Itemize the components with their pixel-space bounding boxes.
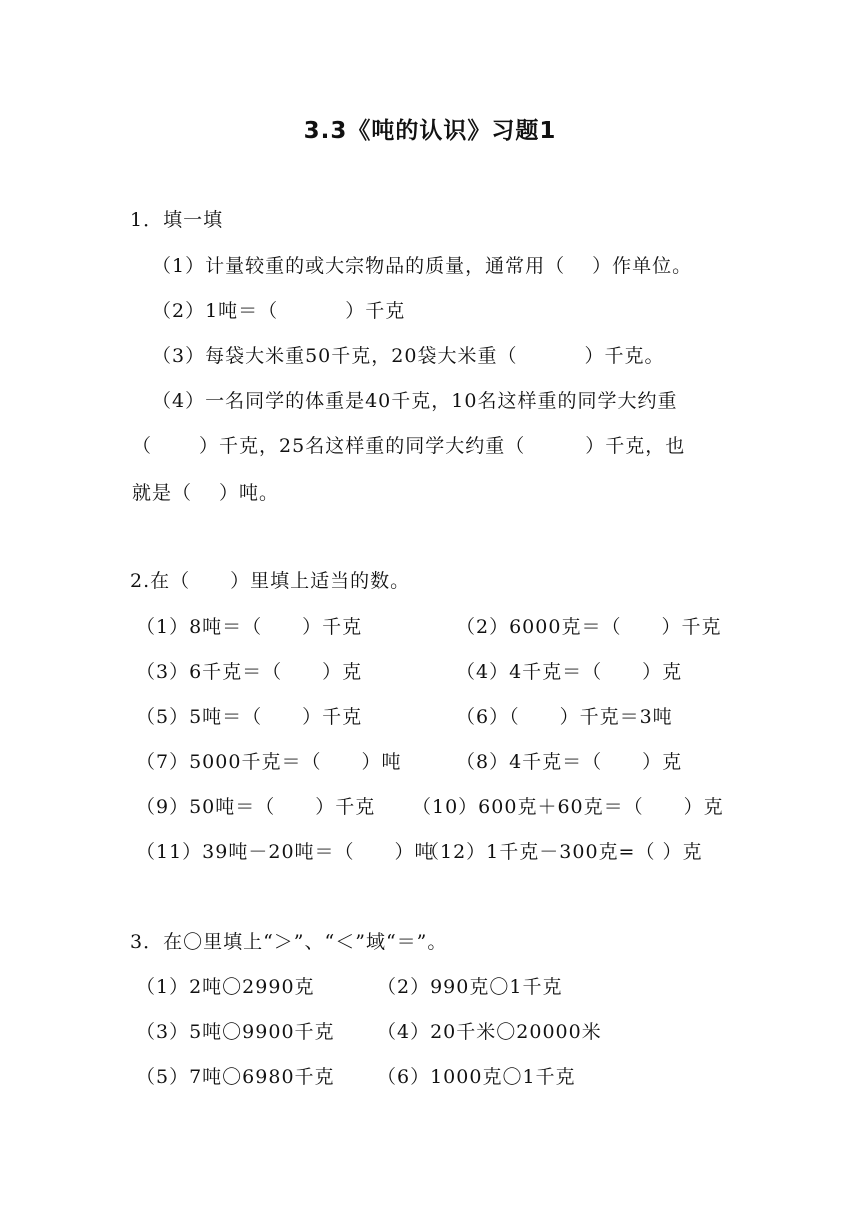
section-1-item-continued: （ ）千克，25名这样重的同学大约重（ ）千克，也 bbox=[132, 435, 686, 457]
section-1-item-continued: 就是（ ）吨。 bbox=[132, 482, 280, 504]
section-2-problem: （3）6千克＝（ ）克 bbox=[136, 661, 363, 683]
section-2-problem: （6）（ ）千克＝3吨 bbox=[456, 706, 673, 728]
section-2-heading: 2.在（ ）里填上适当的数。 bbox=[130, 570, 411, 592]
section-1-item: （2）1吨＝（ ）千克 bbox=[152, 300, 406, 322]
section-2-problem: （7）5000千克＝（ ）吨 bbox=[136, 751, 402, 773]
worksheet-title: 3.3《吨的认识》习题1 bbox=[303, 118, 557, 144]
section-3-problem: （4）20千米〇20000米 bbox=[377, 1021, 602, 1043]
section-3-problem: （3）5吨〇9900千克 bbox=[136, 1021, 335, 1043]
section-2-problem: （10）600克＋60克＝（ ）克 bbox=[412, 796, 724, 818]
section-2-problem: （8）4千克＝（ ）克 bbox=[456, 751, 683, 773]
section-2-problem: （12）1千克－300克=（ ）克 bbox=[420, 841, 703, 863]
section-2-problem: （9）50吨＝（ ）千克 bbox=[136, 796, 376, 818]
section-3-problem: （5）7吨〇6980千克 bbox=[136, 1066, 335, 1088]
section-1-heading: 1．填一填 bbox=[130, 209, 224, 231]
section-3-problem: （2）990克〇1千克 bbox=[377, 976, 563, 998]
section-3-problem: （1）2吨〇2990克 bbox=[136, 976, 315, 998]
section-1-item: （1）计量较重的或大宗物品的质量，通常用（ ）作单位。 bbox=[152, 255, 693, 277]
section-3-problem: （6）1000克〇1千克 bbox=[377, 1066, 576, 1088]
section-2-problem: （5）5吨＝（ ）千克 bbox=[136, 706, 363, 728]
section-3-heading: 3．在〇里填上“＞”、“＜”域“＝”。 bbox=[130, 931, 448, 953]
section-2-problem: （2）6000克＝（ ）千克 bbox=[456, 616, 722, 638]
section-1-item: （4）一名同学的体重是40千克，10名这样重的同学大约重 bbox=[152, 390, 678, 412]
section-2-problem: （11）39吨－20吨＝（ ）吨 bbox=[136, 841, 435, 863]
section-1-item: （3）每袋大米重50千克，20袋大米重（ ）千克。 bbox=[152, 345, 665, 367]
section-2-problem: （1）8吨＝（ ）千克 bbox=[136, 616, 363, 638]
section-2-problem: （4）4千克＝（ ）克 bbox=[456, 661, 683, 683]
